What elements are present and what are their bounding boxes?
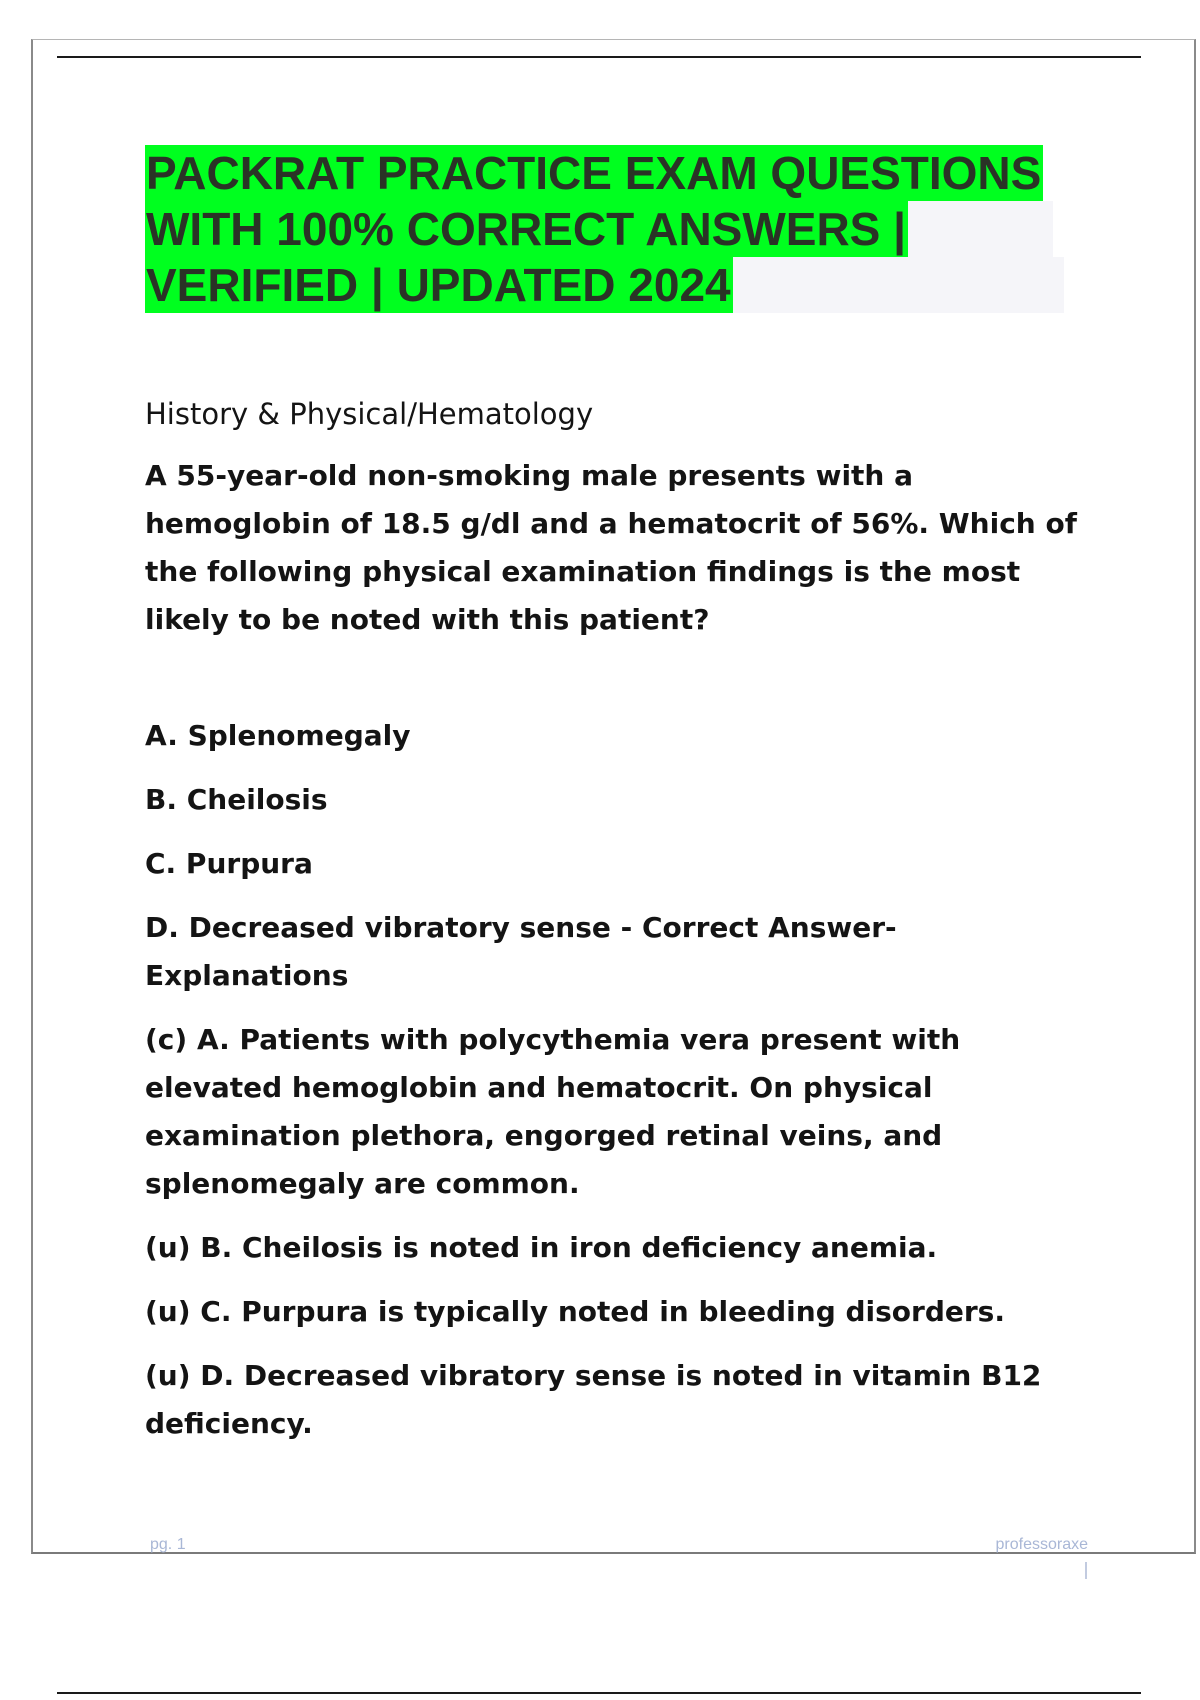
title-shade — [908, 201, 1053, 257]
explanation-d: (u) D. Decreased vibratory sense is noted in vitamin B12 deficiency. — [145, 1359, 1042, 1440]
document-body — [145, 390, 1085, 1464]
option-b: B. Cheilosis — [145, 783, 328, 816]
title-line-2: WITH 100% CORRECT ANSWERS | — [146, 203, 907, 255]
option-a: A. Splenomegaly — [145, 719, 411, 752]
author-watermark: professoraxe — [995, 1536, 1088, 1553]
question-text: A 55-year-old non-smoking male presents with a hemoglobin of 18.5 g/dl and a hematocrit of 56%. Which of the following physical examination findings is the most likely to be noted with this patient? — [145, 459, 1077, 636]
title-line-3: VERIFIED | UPDATED 2024 — [146, 259, 731, 311]
bottom-rule — [57, 1692, 1141, 1694]
explanation-b: (u) B. Cheilosis is noted in iron deficiency anemia. — [145, 1231, 938, 1264]
page-number: pg. 1 — [150, 1536, 186, 1553]
title-shade — [733, 257, 1064, 313]
section-heading: History & Physical/Hematology — [145, 397, 594, 431]
title-line-1: PACKRAT PRACTICE EXAM QUESTIONS — [146, 147, 1042, 199]
document-title — [145, 145, 1090, 313]
text-cursor — [1085, 1562, 1087, 1579]
option-c: C. Purpura — [145, 847, 313, 880]
option-d: D. Decreased vibratory sense - Correct Answer-Explanations — [145, 911, 897, 992]
explanation-a: (c) A. Patients with polycythemia vera present with elevated hemoglobin and hematocrit. On physical examination plethora, engorged retinal veins, and splenomegaly are common. — [145, 1023, 961, 1200]
explanation-c: (u) C. Purpura is typically noted in bleeding disorders. — [145, 1295, 1005, 1328]
